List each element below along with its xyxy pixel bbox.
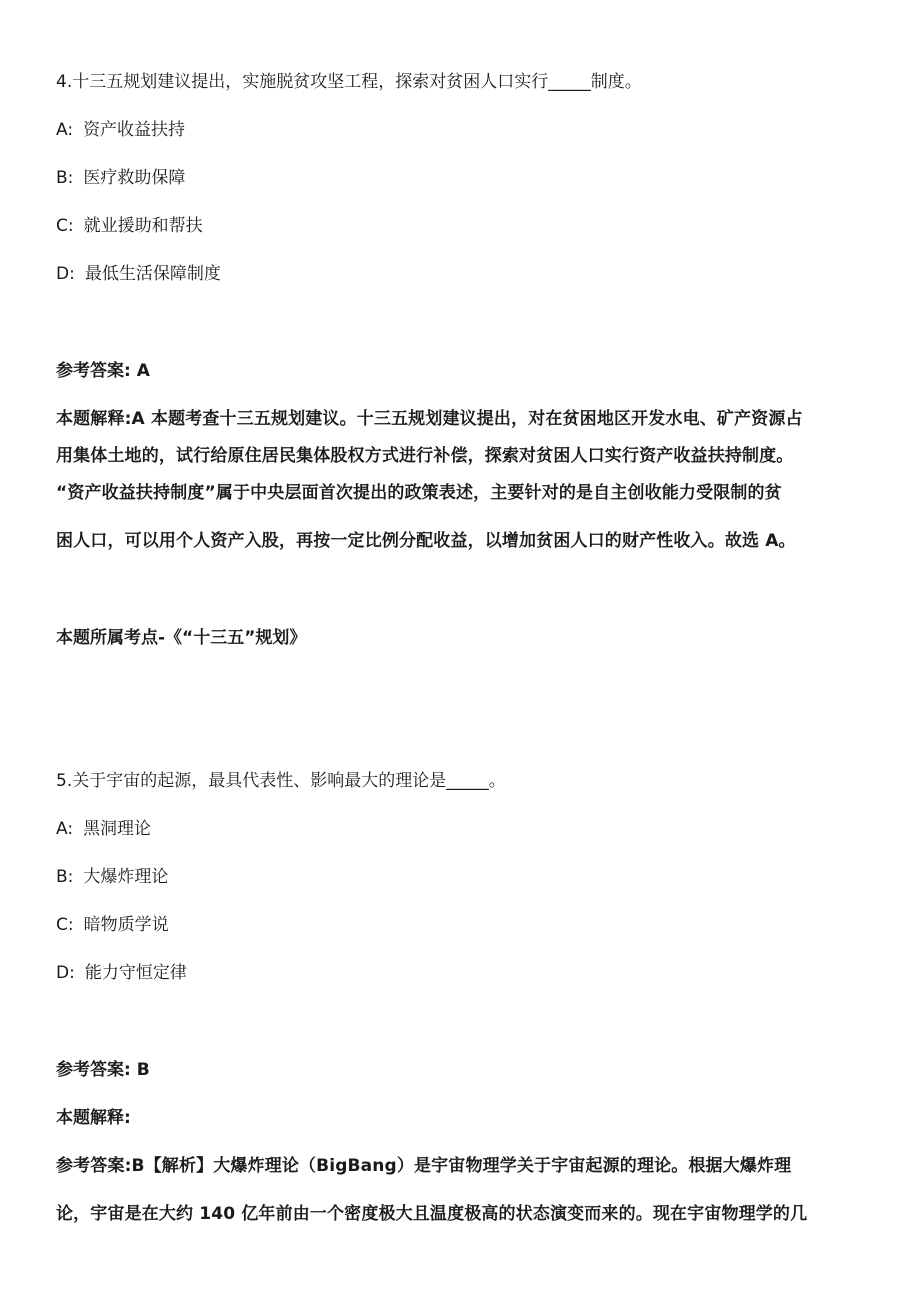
question-4-explanation-line: “资产收益扶持制度”属于中央层面首次提出的政策表述，主要针对的是自主创收能力受限制的贫 (56, 483, 782, 503)
option-letter: A: (56, 120, 74, 140)
question-5-option-a (56, 817, 151, 841)
option-letter: C: (56, 915, 74, 935)
question-5-explanation-label: 本题解释: (56, 1108, 131, 1128)
option-text: 医疗救助保障 (83, 168, 186, 188)
question-5-explanation-line: 论，宇宙是在大约 140 亿年前由一个密度极大且温度极高的状态演变而来的。现在宇宙物理学的几 (56, 1204, 808, 1224)
option-letter: A: (56, 819, 74, 839)
option-text: 最低生活保障制度 (84, 264, 221, 284)
option-letter: C: (56, 216, 74, 236)
question-5-text: 5.关于宇宙的起源，最具代表性、影响最大的理论是_____。 (56, 771, 506, 791)
question-4-option-c (56, 214, 203, 238)
question-4-explanation-line: 困人口，可以用个人资产入股，再按一定比例分配收益，以增加贫困人口的财产性收入。故选 A。 (56, 531, 796, 551)
option-text: 暗物质学说 (83, 915, 169, 935)
option-letter: B: (56, 168, 74, 188)
option-letter: D: (56, 963, 75, 983)
question-4-topic: 本题所属考点-《“十三五”规划》 (56, 628, 307, 648)
question-5-option-c (56, 913, 169, 937)
question-4-option-a (56, 118, 185, 142)
option-text: 黑洞理论 (83, 819, 152, 839)
option-text: 资产收益扶持 (83, 120, 186, 140)
question-5-explanation-line: 参考答案:B【解析】大爆炸理论（BigBang）是宇宙物理学关于宇宙起源的理论。根据大爆炸理 (56, 1156, 792, 1176)
question-4-text: 4.十三五规划建议提出，实施脱贫攻坚工程，探索对贫困人口实行_____制度。 (56, 72, 642, 92)
option-text: 大爆炸理论 (83, 867, 169, 887)
question-4-option-b (56, 166, 185, 190)
question-4-option-d (56, 262, 221, 286)
question-5-option-d (56, 961, 187, 985)
question-4-answer: 参考答案: A (56, 361, 150, 381)
question-4-explanation-line: 本题解释:A 本题考查十三五规划建议。十三五规划建议提出，对在贫困地区开发水电、矿产资源占 (56, 409, 803, 429)
option-letter: B: (56, 867, 74, 887)
option-text: 就业援助和帮扶 (83, 216, 203, 236)
question-5-answer: 参考答案: B (56, 1060, 150, 1080)
option-letter: D: (56, 264, 75, 284)
question-4-explanation-line: 用集体土地的，试行给原住居民集体股权方式进行补偿，探索对贫困人口实行资产收益扶持制度。 (56, 446, 794, 466)
option-text: 能力守恒定律 (84, 963, 187, 983)
question-5-option-b (56, 865, 168, 889)
